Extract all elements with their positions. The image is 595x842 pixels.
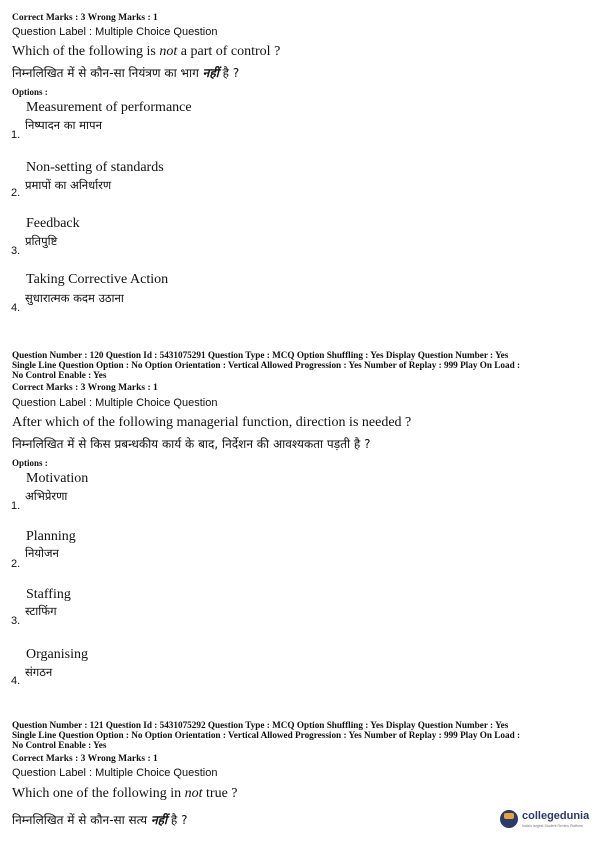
question-text-emphasis: not bbox=[184, 786, 203, 801]
option-text: Staffing bbox=[26, 587, 71, 602]
hindi-post: है ? bbox=[167, 813, 188, 827]
option-text: Measurement of performance bbox=[26, 100, 192, 115]
question-text-pre: Which of the following is bbox=[12, 44, 160, 59]
question-text-post: a part of control ? bbox=[177, 44, 281, 59]
option-number: 4. bbox=[11, 675, 21, 687]
option-text-hindi: स्टाफिंग bbox=[25, 604, 57, 618]
option-text-hindi: अभिप्रेरणा bbox=[25, 489, 68, 503]
question-label: Question Label : Multiple Choice Question bbox=[12, 767, 218, 779]
option-text: Feedback bbox=[26, 216, 80, 231]
correct-marks: Correct Marks : 3 Wrong Marks : 1 bbox=[12, 754, 158, 764]
hindi-pre: निम्नलिखित में से कौन-सा सत्य bbox=[12, 813, 151, 827]
question-label: Question Label : Multiple Choice Question bbox=[12, 26, 218, 38]
question-metadata bbox=[12, 350, 520, 380]
question-text-hindi bbox=[12, 811, 187, 828]
collegedunia-logo bbox=[500, 808, 592, 834]
question-text-hindi bbox=[12, 64, 239, 81]
options-header: Options : bbox=[12, 458, 48, 468]
option-text: Planning bbox=[26, 529, 76, 544]
logo-name: collegedunia bbox=[522, 810, 590, 822]
question-metadata bbox=[12, 720, 520, 750]
hindi-pre: निम्नलिखित में से कौन-सा नियंत्रण का भाग bbox=[12, 66, 203, 80]
option-number: 1. bbox=[11, 500, 21, 512]
option-text: Organising bbox=[26, 647, 88, 662]
option-number: 3. bbox=[11, 615, 21, 627]
hindi-post: है ? bbox=[218, 66, 240, 80]
metadata-line: Question Number : 120 Question Id : 5431075291 Question Type : MCQ Option Shuffling : Yes Display Question Number : Yes bbox=[12, 350, 509, 360]
option-text-hindi: प्रतिपुष्टि bbox=[25, 234, 58, 248]
question-text-emphasis: not bbox=[159, 44, 178, 59]
option-number: 3. bbox=[11, 245, 21, 257]
option-text-hindi: नियोजन bbox=[25, 546, 59, 560]
hindi-emphasis: नहीं bbox=[150, 813, 168, 827]
question-text bbox=[12, 44, 280, 60]
option-number: 2. bbox=[11, 558, 21, 570]
option-text-hindi: निष्पादन का मापन bbox=[25, 118, 102, 132]
logo-tagline: India's largest Student Review Platform bbox=[522, 824, 583, 828]
option-number: 1. bbox=[11, 129, 21, 141]
metadata-line: No Control Enable : Yes bbox=[12, 740, 107, 750]
question-text bbox=[12, 786, 238, 802]
metadata-line: Single Line Question Option : No Option Orientation : Vertical Allowed Progression : Yes Number of Replay : 999 Play On Load : bbox=[12, 730, 521, 740]
logo-mascot-icon bbox=[500, 810, 518, 828]
question-text-pre: Which one of the following in bbox=[12, 786, 185, 801]
option-text: Motivation bbox=[26, 471, 89, 486]
metadata-line: No Control Enable : Yes bbox=[12, 370, 107, 380]
option-text: Non-setting of standards bbox=[26, 160, 164, 175]
metadata-line: Question Number : 121 Question Id : 5431075292 Question Type : MCQ Option Shuffling : Yes Display Question Number : Yes bbox=[12, 720, 509, 730]
option-text-hindi: प्रमापों का अनिर्धारण bbox=[25, 178, 112, 192]
option-text-hindi: सुधारात्मक कदम उठाना bbox=[25, 291, 124, 305]
question-text: After which of the following managerial function, direction is needed ? bbox=[12, 415, 412, 430]
option-number: 2. bbox=[11, 187, 21, 199]
option-text: Taking Corrective Action bbox=[26, 272, 169, 287]
correct-marks: Correct Marks : 3 Wrong Marks : 1 bbox=[12, 383, 158, 393]
options-header: Options : bbox=[12, 87, 48, 97]
question-text-hindi: निम्नलिखित में से किस प्रबन्धकीय कार्य के बाद, निर्देशन की आवश्यकता पड़ती है ? bbox=[12, 437, 371, 451]
option-number: 4. bbox=[11, 302, 21, 314]
question-text-post: true ? bbox=[202, 786, 238, 801]
option-text-hindi: संगठन bbox=[25, 665, 53, 679]
correct-marks: Correct Marks : 3 Wrong Marks : 1 bbox=[12, 13, 158, 23]
metadata-line: Single Line Question Option : No Option Orientation : Vertical Allowed Progression : Yes Number of Replay : 999 Play On Load : bbox=[12, 360, 521, 370]
hindi-emphasis: नहीं bbox=[202, 66, 219, 80]
question-label: Question Label : Multiple Choice Question bbox=[12, 397, 218, 409]
